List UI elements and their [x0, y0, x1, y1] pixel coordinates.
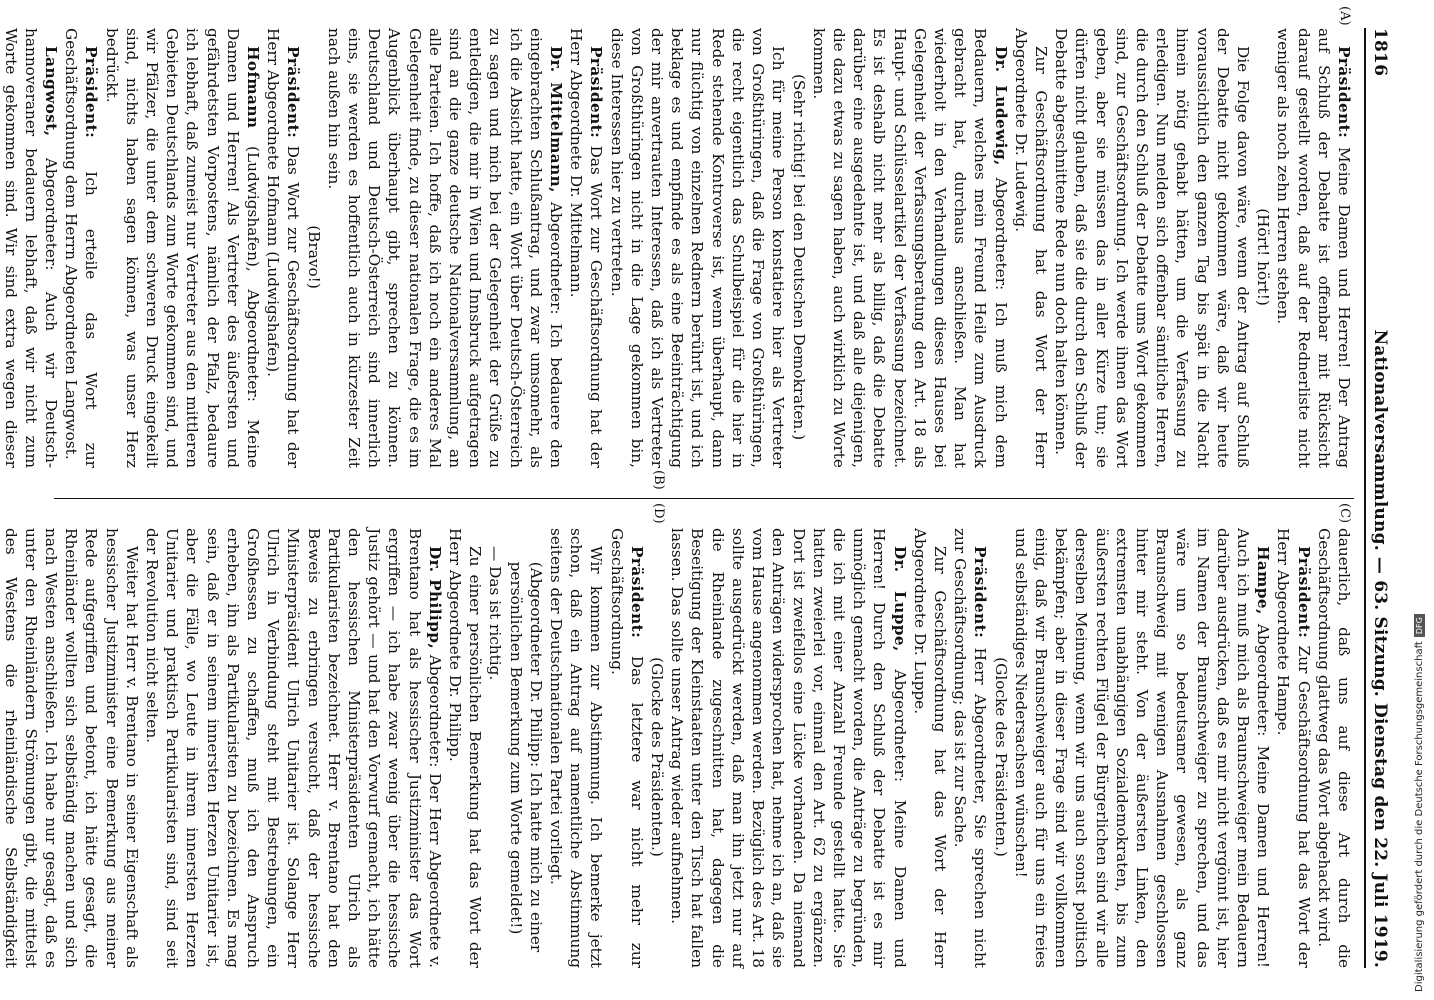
interjection: (Hört! hört!) [1254, 208, 1273, 306]
paragraph [1314, 528, 1354, 968]
paragraph [263, 28, 303, 468]
paragraph [950, 528, 990, 968]
left-column [1, 28, 1354, 468]
paragraph [101, 28, 263, 468]
paragraph-text: Weiter hat Herr v. Brentano in seiner Eigenschaft als hessischer Justizminister eine Bemerkung aus meiner Rede aufgegriffen und betont, ich hätte gesagt, die Rheinländer wollten sich selbständig machen und sich nach Westen anschließen. Ich habe nur gesagt, daß es unter den Rheinländern Strömungen gibt, die mittelst des Westens die rheinländische Selbständigkeit [1, 528, 141, 968]
speaker-name: Präsident: [82, 46, 101, 139]
paragraph-text: Meine Damen und Herren! Der Antrag auf Schluß der Debatte ist offenbar mit Rücksicht darauf gestellt worden, daß auf der Rednerliste nicht weniger als noch zehn Herren stehen. [1274, 28, 1353, 468]
speaker-name: Langwost, [42, 46, 60, 137]
dfg-logo: DFG [1414, 614, 1425, 637]
paragraph-text: Das letztere war nicht mehr zur Geschäftsordnung. [607, 528, 646, 968]
speaker-name: Präsident: [1335, 46, 1353, 139]
paragraph-text: Ich erteile das Wort zur Geschäftsordnung dem Herrn Abgeordneten Langwost. [62, 28, 101, 468]
paragraph [61, 28, 101, 468]
header-rule [1364, 28, 1366, 968]
paragraph [910, 528, 950, 968]
paragraph-text: (Ludwigshafen), Abgeordneter: Meine Damen und Herren! Als Vertreter des äußersten und gefährdetsten Vorpostens, nämlich der Pfalz, bedaure ich lebhaft, daß zumeist nur Vertreter aus den mittleren Gebieten Deutschlands zum Worte gekommen sind, und wir Pfälzer, die unter dem schweren Druck eingekeilt sind, nichts haben sagen können, was unser Herz bedrückt. [102, 28, 263, 468]
digitization-text: Digitalisierung gefördert durch die Deutsche Forschungsgemeinschaft [1414, 641, 1425, 992]
columns [1, 28, 1354, 968]
interjection: (Sehr richtig! bei den Deutschen Demokraten.) [789, 73, 808, 441]
paragraph-text: Wir kommen zur Abstimmung. Ich bemerke jetzt schon, daß ein Antrag auf namentliche Abstimmung seitens der Deutschnationalen Partei vorliegt. [547, 528, 606, 968]
paragraph [667, 528, 909, 968]
column-divider [54, 498, 1354, 499]
paragraph-text: Das Wort zur Geschäftsordnung hat der Herr Abgeordnete Hofmann (Ludwigshafen). [264, 28, 303, 468]
paragraph [485, 528, 505, 968]
speaker-name: Dr. Mittelmann, [547, 46, 566, 193]
paragraph-text: Abgeordneter: Meine Damen und Herren! Auch ich muß mich als Braunschweiger mein Bedauern darüber ausdrücken, daß es mir nicht vergönnt ist, hier im Namen der Braunschweiger zu sprechen, und das wäre um so bedeutsamer gewesen, als ganz Braunschweig mit wenigen Ausnahmen geschlossen hinter mir steht. Von der äußersten Linken, den extremsten unabhängigen Sozialdemokraten, bis zum äußersten rechten Flügel der Bürgerlichen sind wir alle derselben Meinung, wenn wir uns auch sonst politisch bekämpfen; aber in dieser Frage sind wir vollkommen einig, daß wir Braunschweiger auch für uns ein freies und selbständiges Niedersachsen wünschen! [1011, 528, 1273, 968]
paragraph [445, 528, 485, 968]
paragraph [1051, 28, 1253, 468]
paragraph [1273, 28, 1354, 468]
paragraph-text: Zur Geschäftsordnung hat das Wort der Herr Abgeordnete Dr. Luppe. [910, 528, 949, 968]
paragraph [1273, 528, 1313, 968]
paragraph-text: Zur Geschäftsordnung hat das Wort der Herr Abgeordnete Dr. Ludewig. [1011, 28, 1050, 468]
paragraph [809, 28, 1011, 468]
margin-marker-d: (D) [651, 503, 666, 524]
paragraph [0, 528, 142, 968]
paragraph-text: Das Wort zur Geschäftsordnung hat der Herr Abgeordnete Dr. Mittelmann. [567, 28, 606, 468]
paragraph-text: dauerlich, daß uns auf diese Art durch die Geschäftsordnung glattweg das Wort abgehackt wird. [1314, 528, 1353, 968]
paragraph-text: — Das ist richtig. [486, 546, 505, 681]
paragraph-text: Abgeordneter: Meine Damen und Herren! Durch den Schluß der Debatte ist es mir unmöglich gemacht worden, die Anträge zu begründen, die ich mit einer Anzahl Freunde gestellt hatte. Sie hatten zweierlei vor, einmal den Art. 62 zu ergänzen. Dort ist zweifellos eine Lücke vorhanden. Da niemand den Anträgen widersprochen hat, nehme ich an, daß sie vom Hause angenommen werden. Bezüglich des Art. 18 sollte ausgedrückt werden, daß man ihn jetzt nur auf die Rheinlande zugeschnitten hat, dagegen die Beseitigung der Kleinstaaten unter den Tisch hat fallen lassen. Das sollte unser Antrag wieder aufnehmen. [668, 528, 909, 968]
interjection: (Glocke des Präsidenten.) [991, 657, 1010, 857]
digitization-note [1414, 614, 1425, 992]
speaker-name: Präsident: [971, 546, 990, 639]
speaker-name: Dr. Luppe, [890, 546, 909, 652]
interjection: (Abgeordneter Dr. Philipp: Ich hatte mich zu einer persönlichen Bemerkung zum Worte gemeldet!) [506, 561, 545, 953]
page-title: Nationalversammlung. — 63. Sitzung. Dienstag den 22. Juli 1919. [1370, 329, 1390, 968]
paragraph-text: Abgeordneter: Auch wir Deutsch-hannoveraner bedauern lebhaft, daß wir nicht zum Worte gekommen sind. Wir sind extra wegen dieser [1, 28, 60, 468]
paragraph-text: Ich für meine Person konstatiere hier als Vertreter von Großthüringen, daß die Frage von Großthüringen, die recht eigentlich das Schulbeispiel für die hier in Rede stehende Kontroverse ist, wenn überhaupt, dann nur flüchtig von einzelnen Rednern berührt ist, und ich beklage es und empfinde es als eine Beeinträchtigung der mir anvertrauten Interessen, daß ich als Vertreter von Großthüringen nicht in die Lage gekommen bin, diese Interessen hier zu vertreten. [607, 28, 788, 468]
paragraph-text: Die Folge davon wäre, wenn der Antrag auf Schluß der Debatte nicht gekommen wäre, daß wir heute voraussichtlich den ganzen Tag bis spät in die Nacht hinein nötig gehabt hätten, um die Verfassung zu erledigen. Nun melden sich offenbar sämtliche Herren, die durch den Schluß der Debatte ums Wort gekommen sind, zur Geschäftsordnung. Ich werde ihnen das Wort geben, aber sie müssen das in aller Kürze tun; sie dürfen nicht glauben, daß sie die durch den Schluß der Debatte abgeschnittene Rede nun doch halten können. [1052, 28, 1252, 468]
margin-marker-c: (C) [1337, 503, 1352, 524]
paragraph-text: Abgeordneter: Ich bedauere den eingebrachten Schlußantrag, und zwar umsomehr, als ich die Absicht hatte, ein Wort über Deutsch-Österreich zu sagen und mich bei der Gelegenheit der Grüße zu entledigen, die mir in Wien und Innsbruck aufgetragen sind an die ganze deutsche Nationalversammlung, an alle Parteien. Ich hoffe, daß ich noch ein anderes Mal Gelegenheit finde, zu dieser nationalen Frage, die es im Augenblick überhaupt gibt, sprechen zu können. Deutschland und Deutsch-Österreich sind innerlich eins, sie werden es hoffentlich auch in kürzester Zeit nach außen hin sein. [324, 28, 566, 468]
margin-marker-a: (A) [1337, 6, 1352, 26]
paragraph [566, 28, 606, 468]
paragraph [606, 28, 788, 468]
paragraph-text: Abgeordneter: Ich muß mich dem Bedauern, welches mein Freund Heile zum Ausdruck gebracht hat, durchaus anschließen. Man hat wiederholt in den Verhandlungen dieses Hauses bei Gelegenheit der Verfassungsberatung den Art. 18 als Haupt- und Schlüsselartikel der Verfassung bezeichnet. Es ist deshalb nicht mehr als billig, daß die Debatte darüber eine ausgedehnte ist, und daß alle diejenigen, die dazu etwas zu sagen haben, auch wirklich zu Worte kommen. [809, 28, 1010, 468]
paragraph [546, 528, 607, 968]
paragraph-text: Herr Abgeordneter, Sie sprechen nicht zur Geschäftsordnung; das ist zur Sache. [951, 528, 990, 968]
page-number: 1816 [1370, 28, 1390, 77]
paragraph-text: Zu einer persönlichen Bemerkung hat das Wort der Herr Abgeordnete Dr. Philipp. [446, 528, 485, 968]
paragraph [1011, 528, 1274, 968]
margin-marker-b: (B) [651, 470, 666, 490]
speaker-name: Präsident: [627, 546, 646, 639]
speaker-name: Hampe, [1254, 546, 1273, 615]
paragraph-text: Abgeordneter: Der Herr Abgeordnete v. Brentano hat als hessischer Justizminister das Wort ergriffen — ich habe zwar wenig über die hessische Justiz gehört — und hat den Vorwurf gemacht, ich hätte den hessischen Ministerpräsidenten Ulrich als Partikularisten bezeichnet. Herr v. Brentano hat den Beweis zu erbringen versucht, daß der hessische Ministerpräsident Ulrich Unitarier ist. Solange Herr Ulrich in Verbindung steht mit Bestrebungen, ein Großhessen zu schaffen, muß ich den Anspruch erheben, ihn als Partikularisten zu bezeichnen. Es mag sein, daß er in seinem innersten Herzen Unitarier ist, aber die Fälle, wo Leute in ihrem innersten Herzen Unitarier und praktisch Partikularisten sind, sind seit der Revolution nicht selten. [143, 528, 444, 968]
speaker-name: Hofmann [244, 46, 263, 129]
page-header [1370, 28, 1406, 968]
paragraph-text: Zur Geschäftsordnung hat das Wort der Herr Abgeordnete Hampe. [1274, 528, 1313, 968]
speaker-name: Präsident: [1294, 546, 1313, 639]
paragraph [606, 528, 646, 968]
interjection: (Bravo!) [304, 225, 323, 289]
paragraph [324, 28, 566, 468]
speaker-name: Präsident: [587, 46, 606, 139]
paragraph [142, 528, 445, 968]
paragraph [0, 28, 61, 468]
speaker-name: Dr. Philipp, [425, 546, 444, 650]
document-page [1, 6, 1406, 968]
speaker-name: Dr. Ludewig, [991, 46, 1010, 166]
speaker-name: Präsident: [284, 46, 303, 139]
right-column [1, 528, 1354, 968]
paragraph [1011, 28, 1051, 468]
interjection: (Glocke des Präsidenten.) [648, 657, 667, 857]
